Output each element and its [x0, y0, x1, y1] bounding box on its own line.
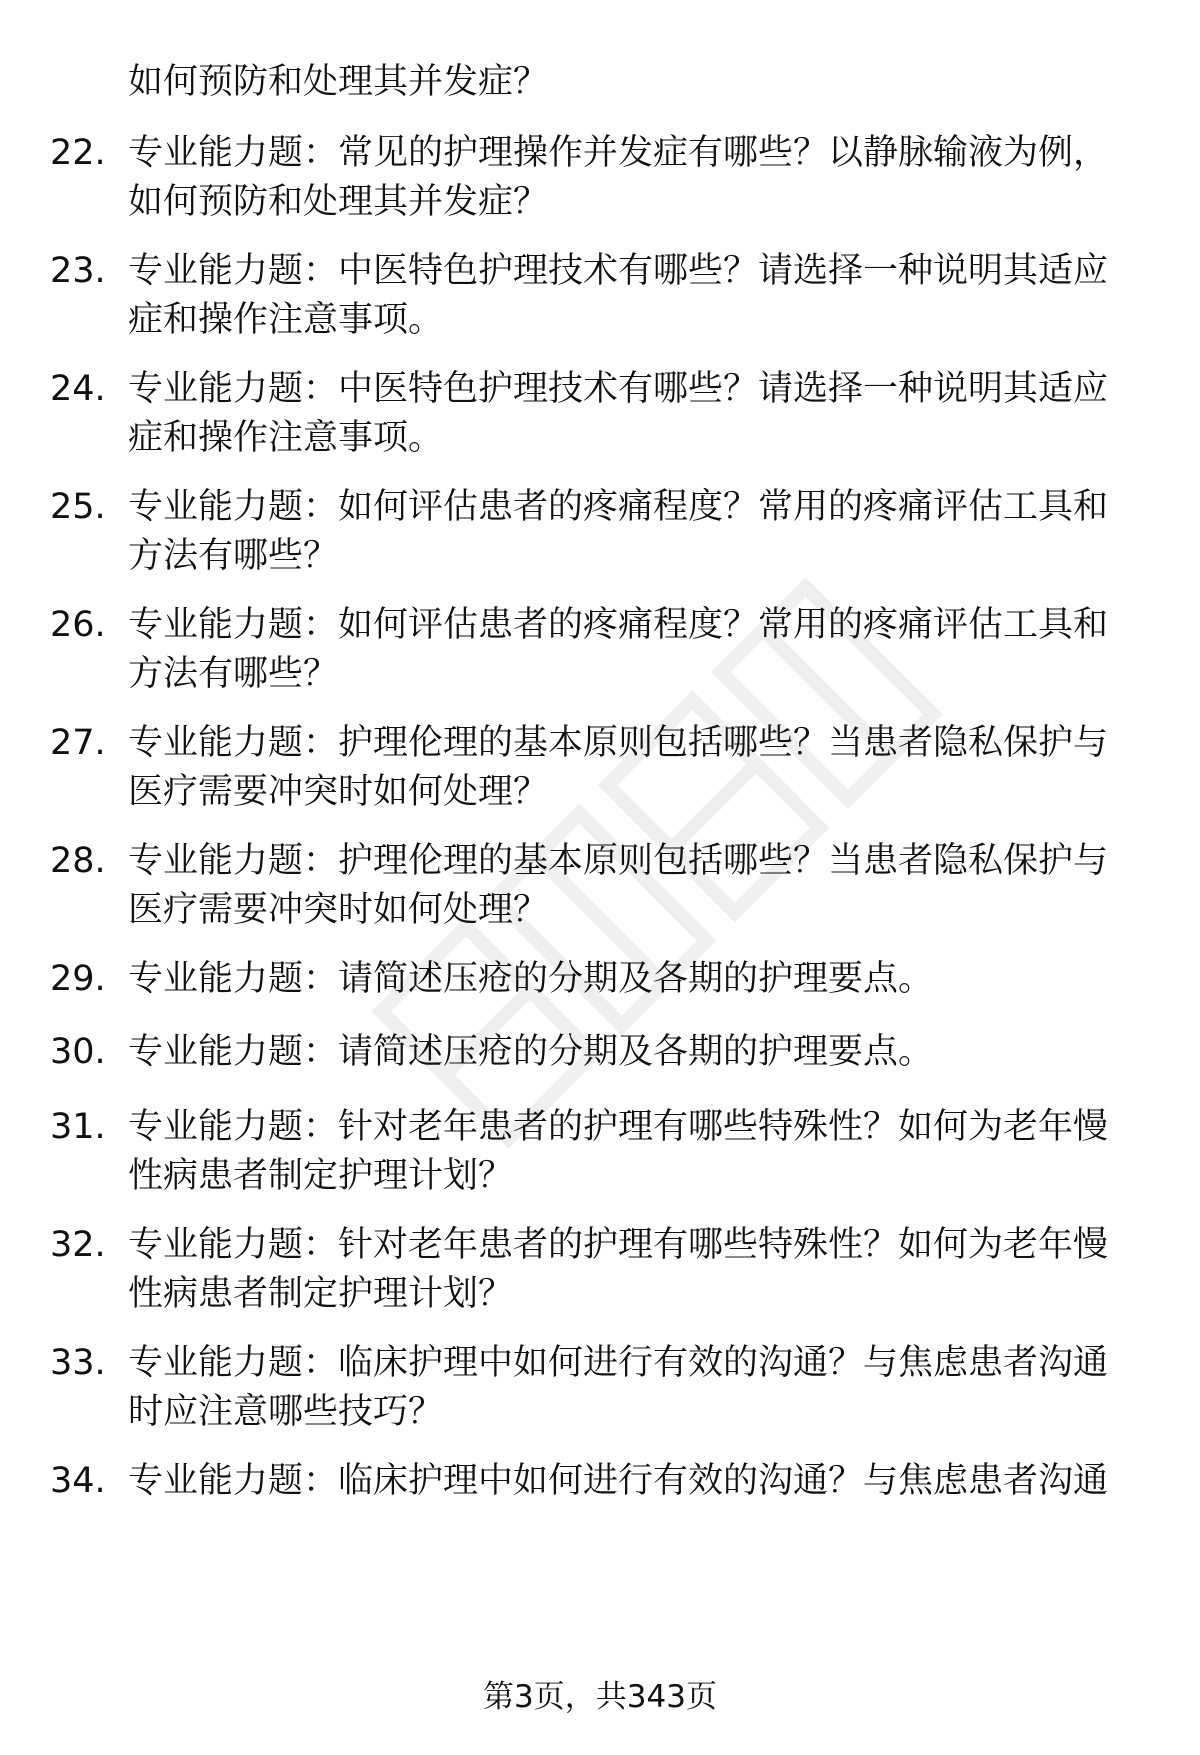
item-number: 25. [50, 487, 106, 527]
continuation-text: 如何预防和处理其并发症？ [128, 62, 549, 102]
item-text: 专业能力题：针对老年患者的护理有哪些特殊性？如何为老年慢 性病患者制定护理计划？ [128, 1107, 1109, 1196]
item-number: 32. [50, 1225, 106, 1265]
item-text: 专业能力题：中医特色护理技术有哪些？请选择一种说明其适应 症和操作注意事项。 [128, 369, 1109, 458]
item-number: 33. [50, 1343, 106, 1383]
item-text: 专业能力题：常见的护理操作并发症有哪些？以静脉输液为例， 如何预防和处理其并发症？ [128, 133, 1109, 222]
item-text: 专业能力题：护理伦理的基本原则包括哪些？当患者隐私保护与 医疗需要冲突时如何处理？ [128, 841, 1109, 930]
item-number: 26. [50, 605, 106, 645]
item-number: 23. [50, 251, 106, 291]
item-text: 专业能力题：临床护理中如何进行有效的沟通？与焦虑患者沟通 时应注意哪些技巧？ [128, 1343, 1109, 1432]
page-footer: 第3页，共343页 [483, 1679, 717, 1715]
item-number: 28. [50, 841, 106, 881]
item-number: 22. [50, 133, 106, 173]
item-number: 27. [50, 723, 106, 763]
item-text: 专业能力题：护理伦理的基本原则包括哪些？当患者隐私保护与 医疗需要冲突时如何处理？ [128, 723, 1109, 812]
item-text: 专业能力题：请简述压疮的分期及各期的护理要点。 [128, 1032, 934, 1072]
item-number: 30. [50, 1032, 106, 1072]
item-text: 专业能力题：中医特色护理技术有哪些？请选择一种说明其适应 症和操作注意事项。 [128, 251, 1109, 340]
item-number: 31. [50, 1107, 106, 1147]
item-number: 29. [50, 959, 106, 999]
item-text: 专业能力题：如何评估患者的疼痛程度？常用的疼痛评估工具和 方法有哪些？ [128, 487, 1109, 576]
item-number: 34. [50, 1461, 106, 1501]
item-text: 专业能力题：请简述压疮的分期及各期的护理要点。 [128, 959, 934, 999]
item-text: 专业能力题：如何评估患者的疼痛程度？常用的疼痛评估工具和 方法有哪些？ [128, 605, 1109, 694]
item-text: 专业能力题：针对老年患者的护理有哪些特殊性？如何为老年慢 性病患者制定护理计划？ [128, 1225, 1109, 1314]
item-text: 专业能力题：临床护理中如何进行有效的沟通？与焦虑患者沟通 [128, 1461, 1109, 1501]
item-number: 24. [50, 369, 106, 409]
